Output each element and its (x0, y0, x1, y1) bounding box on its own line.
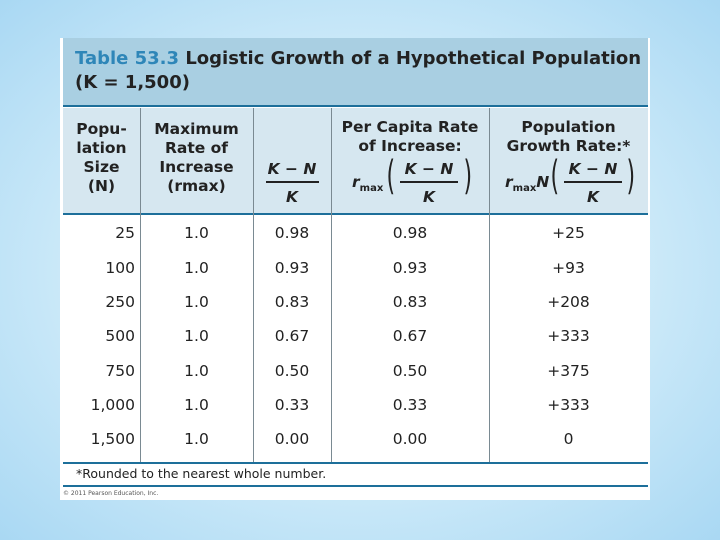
cell-pop-size: 1,000 (90, 396, 135, 414)
paren-right: ) (626, 153, 636, 199)
footnote: *Rounded to the nearest whole number. (76, 466, 327, 481)
paren-right: ) (463, 153, 473, 199)
cell-fraction: 0.00 (274, 430, 310, 448)
cell-pop-size: 250 (105, 293, 135, 311)
header-fraction-numerator: K − N (404, 160, 454, 178)
table-number: Table 53.3 (75, 48, 180, 69)
header-fraction-denominator: K (285, 188, 298, 206)
header-growth-rate: Population Growth Rate:* (506, 118, 631, 155)
footer-rule (63, 462, 648, 464)
bottom-rule (63, 485, 648, 487)
header-max-rate: Maximum Rate of Increase (rmax) (154, 120, 239, 195)
cell-pop-size: 1,500 (90, 430, 135, 448)
cell-pop-size: 500 (105, 327, 135, 345)
cell-growth: +333 (547, 396, 590, 414)
table-title-line1: Logistic Growth of a Hypothetical Population (185, 48, 642, 69)
header-population-size: Popu- lation Size (N) (76, 120, 127, 195)
cell-fraction: 0.33 (274, 396, 310, 414)
cell-growth: +333 (547, 327, 590, 345)
cell-growth: 0 (563, 430, 574, 448)
cell-max-rate: 1.0 (184, 327, 209, 345)
cell-fraction: 0.98 (274, 224, 310, 242)
cell-fraction: 0.83 (274, 293, 310, 311)
cell-growth: +93 (552, 259, 585, 277)
table-card (60, 38, 650, 500)
table-title (75, 47, 644, 95)
paren-left: ( (550, 153, 560, 199)
cell-max-rate: 1.0 (184, 224, 209, 242)
table-title-line2: (K = 1,500) (75, 72, 190, 93)
header-fraction-numerator: K − N (568, 160, 618, 178)
fraction-bar (400, 181, 458, 183)
cell-per-capita: 0.33 (392, 396, 428, 414)
cell-per-capita: 0.00 (392, 430, 428, 448)
cell-pop-size: 750 (105, 362, 135, 380)
cell-fraction: 0.50 (274, 362, 310, 380)
header-fraction-denominator: K (422, 188, 435, 206)
cell-max-rate: 1.0 (184, 362, 209, 380)
fraction-bar (564, 181, 622, 183)
cell-growth: +25 (552, 224, 585, 242)
copyright: © 2011 Pearson Education, Inc. (63, 490, 159, 497)
cell-fraction: 0.67 (274, 327, 310, 345)
cell-per-capita: 0.98 (392, 224, 428, 242)
header-fraction-numerator: K − N (267, 160, 317, 178)
paren-left: ( (386, 153, 396, 199)
header-rule (63, 213, 648, 215)
cell-max-rate: 1.0 (184, 430, 209, 448)
cell-fraction: 0.93 (274, 259, 310, 277)
cell-growth: +375 (547, 362, 590, 380)
cell-max-rate: 1.0 (184, 259, 209, 277)
cell-per-capita: 0.83 (392, 293, 428, 311)
fraction-bar (266, 181, 319, 183)
cell-per-capita: 0.50 (392, 362, 428, 380)
cell-max-rate: 1.0 (184, 396, 209, 414)
header-per-capita: Per Capita Rate of Increase: (341, 118, 479, 155)
title-rule (63, 105, 648, 107)
cell-per-capita: 0.93 (392, 259, 428, 277)
cell-per-capita: 0.67 (392, 327, 428, 345)
cell-pop-size: 100 (105, 259, 135, 277)
cell-max-rate: 1.0 (184, 293, 209, 311)
cell-pop-size: 25 (115, 224, 135, 242)
rmaxN-symbol: $r_{max}N$ (505, 173, 550, 195)
cell-growth: +208 (547, 293, 590, 311)
rmax-symbol: $r_{max}$ (352, 173, 384, 195)
header-fraction-denominator: K (586, 188, 599, 206)
